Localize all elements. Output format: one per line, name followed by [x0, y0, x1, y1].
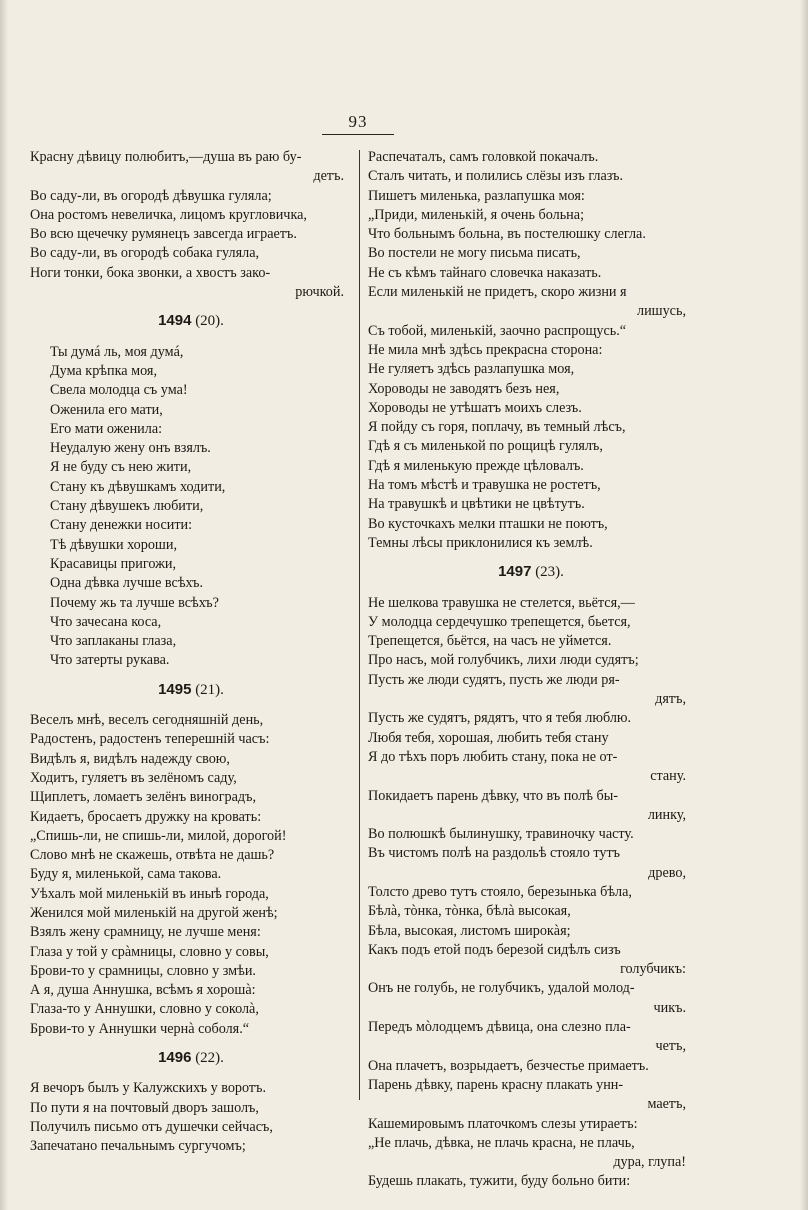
text-line: Она ростомъ невеличка, лицомъ кругловичка,	[30, 206, 307, 223]
line-continuation: маетъ,	[647, 1096, 686, 1113]
text-line: Ходитъ, гуляетъ въ зелёномъ саду,	[30, 769, 237, 786]
text-line: Во саду-ли, въ огородѣ дѣвушка гуляла;	[30, 187, 272, 204]
page-edge-right	[800, 0, 808, 1210]
text-line: На травушкѣ и цвѣтики не цвѣтутъ.	[368, 496, 585, 513]
text-line: Я до тѣхъ поръ любить стану, пока не от-	[368, 748, 618, 765]
text-line: Во полюшкѣ былинушку, травиночку часту.	[368, 826, 634, 843]
text-line: Въ чистомъ полѣ на раздольѣ стояло тутъ	[368, 845, 621, 862]
line-continuation: дура, глупа!	[613, 1154, 686, 1171]
text-line: Я не буду съ нею жити,	[50, 459, 192, 476]
text-line: Щиплетъ, ломаетъ зелёнъ виноградъ,	[30, 789, 257, 806]
text-line: Что больнымъ больна, въ постелюшку слегла.	[368, 226, 646, 243]
song-heading-1494	[30, 311, 352, 331]
line-continuation: дятъ,	[655, 691, 686, 708]
song-1494-lines	[30, 343, 352, 671]
text-line: Пусть же люди судятъ, пусть же люди ря-	[368, 671, 620, 688]
text-line: Парень дѣвку, парень красну плакать унн-	[368, 1076, 624, 1093]
text-line: Гдѣ я миленькую прежде цѣловалъ.	[368, 457, 584, 474]
text-line: Получилъ письмо отъ душечки сейчасъ,	[30, 1118, 273, 1135]
text-line: Гдѣ я съ миленькой по рощицѣ гулялъ,	[368, 438, 603, 455]
text-line: Буду я, миленькой, сама такова.	[30, 866, 222, 883]
text-line: Во кусточкахъ мелки пташки не поютъ,	[368, 515, 608, 532]
text-line: Что затерты рукава.	[50, 652, 170, 669]
page-number: 93	[348, 112, 368, 131]
text-line: Свела молодца съ ума!	[50, 382, 188, 399]
text-line: Стану дѣвушекъ любити,	[50, 498, 204, 515]
song-heading-1497	[368, 562, 694, 582]
line-continuation: чикъ.	[653, 999, 686, 1016]
text-line: Глаза у той у срàмницы, словно у совы,	[30, 943, 269, 960]
song-heading-1496	[30, 1048, 352, 1068]
text-line: А я, душа Аннушка, всѣмъ я хорошà:	[30, 982, 256, 999]
text-line: Про насъ, мой голубчикъ, лихи люди судятъ;	[368, 652, 639, 669]
text-line: Распечаталъ, самъ головкой покачалъ.	[368, 149, 599, 165]
text-line: Тѣ дѣвушки хороши,	[50, 536, 178, 553]
song-note: (21).	[195, 681, 224, 698]
text-line: Бѣлà, тòнка, тòнка, бѣлà высокая,	[368, 903, 571, 920]
text-line: Не гуляетъ здѣсь разлапушка моя,	[368, 361, 575, 378]
text-line: Видѣлъ я, видѣлъ надежду свою,	[30, 750, 230, 767]
song-number: 1497	[498, 563, 532, 581]
line-continuation: стану.	[650, 768, 686, 785]
text-line: Хороводы не заводятъ безъ нея,	[368, 380, 560, 397]
text-line: Если миленькій не придетъ, скоро жизни я	[368, 284, 627, 301]
text-line: „Приди, миленькій, я очень больна;	[368, 206, 585, 223]
text-line: Красну дѣвицу полюбитъ,—душа въ раю бу-	[30, 149, 302, 165]
text-line: „Спишь-ли, не спишь-ли, милой, дорогой!	[30, 827, 287, 844]
text-line: Ты думá ль, моя думá,	[50, 343, 184, 360]
text-line: Радостенъ, радостенъ теперешній часъ:	[30, 731, 270, 748]
right-column	[368, 148, 694, 1192]
text-line: Пусть же судятъ, рядятъ, что я тебя люблю.	[368, 710, 632, 727]
text-line: Что зачесана коса,	[50, 613, 162, 630]
text-line: Она плачетъ, возрыдаетъ, безчестье примаетъ.	[368, 1057, 649, 1074]
line-continuation: четъ,	[655, 1038, 686, 1055]
text-line: Почему жь та лучше всѣхъ?	[50, 594, 219, 611]
text-line: Во саду-ли, въ огородѣ собака гуляла,	[30, 245, 260, 262]
text-line: Бѣла, высокая, листомъ широкàя;	[368, 922, 571, 939]
text-line: Одна дѣвка лучше всѣхъ.	[50, 575, 203, 592]
text-line: Неудалую жену онъ взялъ.	[50, 440, 211, 457]
text-line: Взялъ жену срамницу, не лучше меня:	[30, 924, 261, 941]
text-line: Слово мнѣ не скажешь, отвѣта не дашь?	[30, 847, 275, 864]
left-column	[30, 148, 352, 1157]
text-line: Сталъ читать, и полились слёзы изъ глазъ.	[368, 168, 624, 185]
text-line: Кашемировымъ платочкомъ слезы утираетъ:	[368, 1115, 638, 1132]
text-line: На томъ мѣстѣ и травушка не ростетъ,	[368, 477, 601, 494]
page-edge-left	[0, 0, 8, 1210]
line-continuation: детъ.	[313, 168, 344, 185]
line-continuation: рючкой.	[295, 284, 344, 301]
text-line: Оженила его мати,	[50, 401, 163, 418]
page-number-rule	[322, 134, 394, 135]
text-line: Толсто древо тутъ стояло, березынька бѣла,	[368, 883, 632, 900]
text-line: Какъ подъ етой подъ березой сидѣлъ сизъ	[368, 941, 621, 958]
song-number: 1496	[158, 1049, 192, 1067]
text-line: Красавицы пригожи,	[50, 555, 177, 572]
column-divider	[359, 150, 360, 1100]
text-line: Уѣхалъ мой миленькій въ иныѣ города,	[30, 885, 269, 902]
text-line: Не мила мнѣ здѣсь прекрасна сторона:	[368, 341, 603, 358]
song-note: (20).	[195, 313, 224, 330]
right-intro-lines-2	[368, 322, 694, 554]
text-line: Я вечоръ былъ у Калужскихъ у воротъ.	[30, 1080, 266, 1097]
text-line: Во постели не могу письма писать,	[368, 245, 581, 262]
song-1497-lines	[368, 594, 694, 1192]
text-line: Темны лѣсы приклонилися къ землѣ.	[368, 534, 593, 551]
song-note: (22).	[195, 1050, 224, 1067]
text-line: Его мати оженила:	[50, 420, 163, 437]
text-line: Брови-то у срамницы, словно у змѣи.	[30, 962, 256, 979]
text-line: Съ тобой, миленькій, заочно распрощусь.“	[368, 322, 627, 339]
text-line: Во всю щечечку румянецъ завсегда играетъ.	[30, 226, 297, 243]
text-line: Ноги тонки, бока звонки, а хвостъ зако-	[30, 264, 271, 281]
text-line: Трепещется, бьётся, на часъ не уймется.	[368, 633, 612, 650]
song-1496-lines	[30, 1079, 352, 1156]
text-line: Брови-то у Аннушки чернà соболя.“	[30, 1020, 250, 1037]
text-line: У молодца сердечушко трепещется, бьется,	[368, 613, 631, 630]
text-line: Любя тебя, хорошая, любить тебя стану	[368, 729, 609, 746]
text-line: По пути я на почтовый дворъ зашолъ,	[30, 1099, 259, 1116]
text-line: Будешь плакать, тужити, буду больно бити:	[368, 1173, 631, 1190]
text-line: Что заплаканы глаза,	[50, 633, 177, 650]
text-line: Веселъ мнѣ, веселъ сегодняшній день,	[30, 712, 264, 729]
text-line: Запечатано печальнымъ сургучомъ;	[30, 1138, 246, 1155]
text-line: Я пойду съ горя, поплачу, въ темный лѣсъ,	[368, 419, 626, 436]
song-heading-1495	[30, 680, 352, 700]
text-line: Хороводы не утѣшатъ моихъ слезъ.	[368, 399, 582, 416]
text-line: Кидаетъ, бросаетъ дружку на кровать:	[30, 808, 262, 825]
text-line: „Не плачь, дѣвка, не плачь красна, не плачь,	[368, 1134, 635, 1151]
text-line: Дума крѣпка моя,	[50, 362, 157, 379]
text-line: Покидаетъ парень дѣвку, что въ полѣ бы-	[368, 787, 619, 804]
line-continuation: линку,	[647, 806, 686, 823]
text-line: Онъ не голубь, не голубчикъ, удалой молод-	[368, 980, 635, 997]
line-continuation: древо,	[648, 864, 686, 881]
song-number: 1495	[158, 680, 192, 698]
song-note: (23).	[535, 564, 564, 581]
text-line: Стану къ дѣвушкамъ ходити,	[50, 478, 226, 495]
song-number: 1494	[158, 312, 192, 330]
text-line: Не шелкова травушка не стелется, вьётся,—	[368, 594, 635, 611]
text-line: Стану денежки носити:	[50, 517, 193, 534]
song-1495-lines	[30, 711, 352, 1039]
text-line: Не съ кѣмъ тайнаго словечка наказать.	[368, 264, 602, 281]
text-line: Женился мой миленькій на другой женѣ;	[30, 904, 278, 921]
text-line: Глаза-то у Аннушки, словно у соколà,	[30, 1001, 259, 1018]
text-line: Передъ мòлодцемъ дѣвица, она слезно пла-	[368, 1019, 631, 1036]
text-line: Пишетъ миленька, разлапушка моя:	[368, 187, 585, 204]
right-intro-lines	[368, 148, 694, 302]
line-continuation: голубчикъ:	[620, 961, 686, 978]
line-continuation: лишусь,	[636, 303, 686, 320]
